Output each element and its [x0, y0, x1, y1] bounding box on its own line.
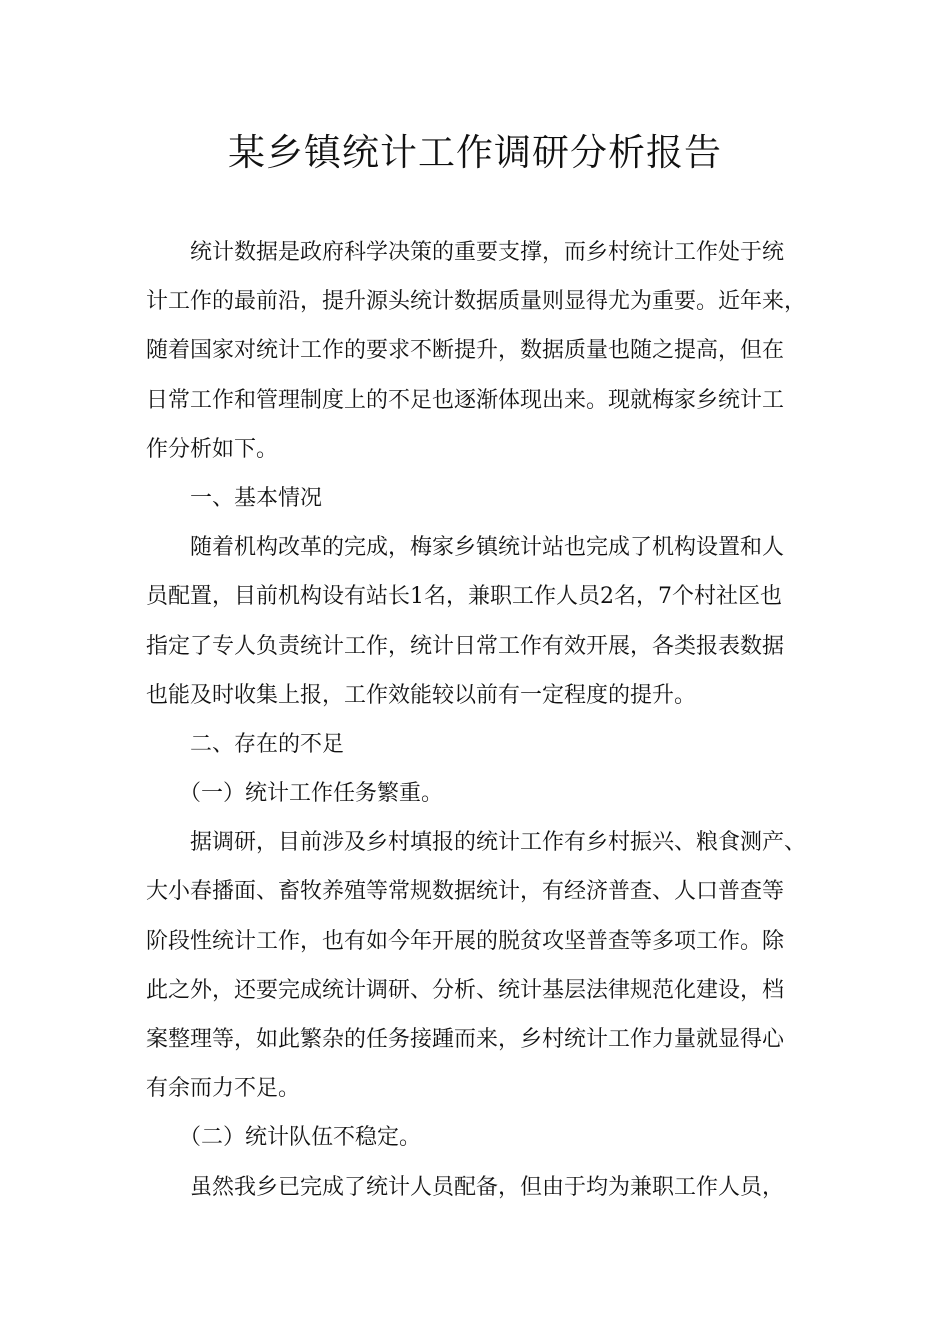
paragraph-line: 作分析如下。 — [146, 436, 279, 462]
paragraph-line: 日常工作和管理制度上的不足也逐渐体现出来。现就梅家乡统计工 — [146, 387, 785, 413]
paragraph-line: 随着国家对统计工作的要求不断提升，数据质量也随之提高，但在 — [146, 338, 785, 364]
paragraph-line: 大小春播面、畜牧养殖等常规数据统计，有经济普查、人口普查等 — [146, 879, 785, 905]
paragraph-line: 据调研，目前涉及乡村填报的统计工作有乡村振兴、粮食测产、 — [190, 830, 807, 856]
paragraph-line: 案整理等，如此繁杂的任务接踵而来，乡村统计工作力量就显得心 — [146, 1027, 785, 1052]
subsection-heading-1: （一）统计工作任务繁重。 — [179, 781, 444, 807]
paragraph-line: 有余而力不足。 — [146, 1076, 301, 1102]
paragraph-line: 虽然我乡已完成了统计人员配备，但由于均为兼职工作人员， — [190, 1174, 785, 1200]
paragraph-line: 员配置，目前机构设有站长1名，兼职工作人员2名，7个村社区也 — [146, 584, 782, 610]
section-heading-basic: 一、基本情况 — [190, 485, 323, 511]
document-title: 某乡镇统计工作调研分析报告 — [228, 131, 722, 174]
paragraph-line: 计工作的最前沿，提升源头统计数据质量则显得尤为重要。近年来， — [146, 289, 807, 315]
document-body — [146, 228, 811, 1212]
paragraph-line: 阶段性统计工作，也有如今年开展的脱贫攻坚普查等多项工作。除 — [146, 928, 785, 954]
paragraph-line: 指定了专人负责统计工作，统计日常工作有效开展，各类报表数据 — [146, 633, 785, 659]
section-heading-shortcomings: 二、存在的不足 — [190, 731, 345, 757]
paragraph-line: 随着机构改革的完成，梅家乡镇统计站也完成了机构设置和人 — [190, 535, 785, 561]
subsection-heading-2: （二）统计队伍不稳定。 — [179, 1125, 422, 1151]
paragraph-line: 也能及时收集上报，工作效能较以前有一定程度的提升。 — [146, 682, 697, 708]
paragraph-line: 统计数据是政府科学决策的重要支撑，而乡村统计工作处于统 — [190, 240, 785, 265]
paragraph-line: 此之外，还要完成统计调研、分析、统计基层法律规范化建设，档 — [146, 977, 785, 1003]
